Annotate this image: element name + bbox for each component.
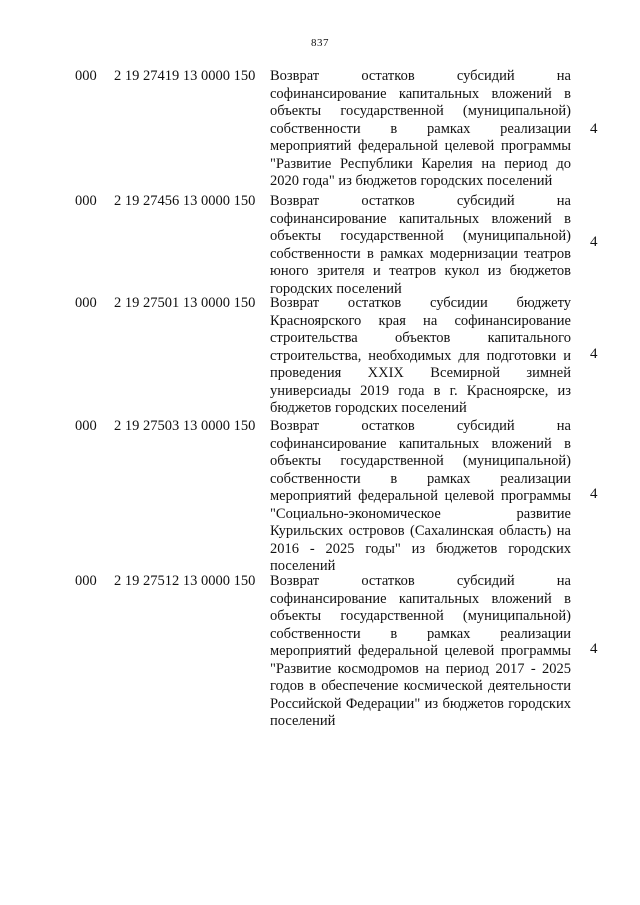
- budget-classification-code: 2 19 27501 13 0000 150: [114, 295, 256, 311]
- budget-classification-code: 2 19 27419 13 0000 150: [114, 68, 256, 84]
- admin-code: 000: [75, 68, 97, 84]
- row-amount: 4: [590, 121, 598, 137]
- row-description: Возврат остатков субсидий на софинансирование капитальных вложений в объекты государственной (муниципальной) собственности в рамках реализации мероприятий федеральной целевой программы "Развитие Республики Карелия на период до 2020 года" из бюджетов городских поселений: [270, 68, 571, 189]
- row-description: Возврат остатков субсидий на софинансирование капитальных вложений в объекты государственной (муниципальной) собственности в рамках реализации мероприятий федеральной целевой программы "Социально-экономическое развитие Курильских островов (Сахалинская область) на 2016 - 2025 годы" из бюджетов городских поселений: [270, 418, 571, 574]
- row-description: Возврат остатков субсидии бюджету Красноярского края на софинансирование строительства объектов капитального строительства, необходимых для подготовки и проведения XXIX Всемирной зимней универсиады 2019 года в г. Красноярске, из бюджетов городских поселений: [270, 295, 571, 416]
- row-amount: 4: [590, 346, 598, 362]
- admin-code: 000: [75, 418, 97, 434]
- row-amount: 4: [590, 234, 598, 250]
- admin-code: 000: [75, 573, 97, 589]
- row-amount: 4: [590, 641, 598, 657]
- row-amount: 4: [590, 486, 598, 502]
- budget-classification-code: 2 19 27512 13 0000 150: [114, 573, 256, 589]
- admin-code: 000: [75, 193, 97, 209]
- admin-code: 000: [75, 295, 97, 311]
- row-description: Возврат остатков субсидий на софинансирование капитальных вложений в объекты государственной (муниципальной) собственности в рамках реализации мероприятий федеральной целевой программы "Развитие космодромов на период 2017 - 2025 годов в обеспечение космической деятельности Российской Федерации" из бюджетов городских поселений: [270, 573, 571, 729]
- budget-classification-code: 2 19 27503 13 0000 150: [114, 418, 256, 434]
- row-description: Возврат остатков субсидий на софинансирование капитальных вложений в объекты государственной (муниципальной) собственности в рамках модернизации театров юного зрителя и театров кукол из бюджетов городских поселений: [270, 193, 571, 297]
- budget-classification-code: 2 19 27456 13 0000 150: [114, 193, 256, 209]
- page-number: 837: [311, 37, 329, 49]
